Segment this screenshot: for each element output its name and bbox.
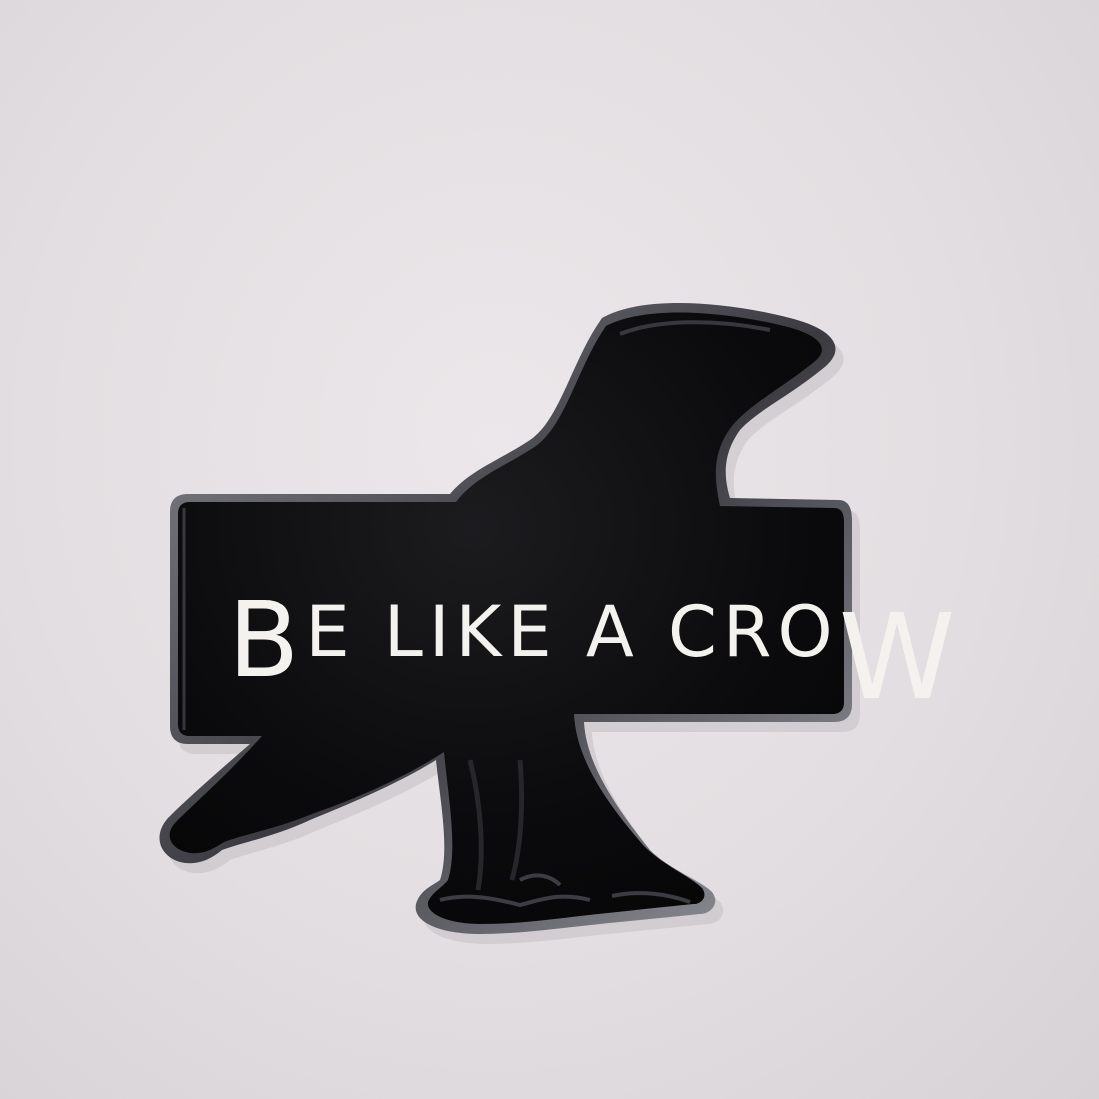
- slogan-big-b: B: [228, 579, 306, 701]
- slogan-middle: E LIKE A CRO: [305, 591, 839, 673]
- slogan-big-w: W: [838, 588, 962, 726]
